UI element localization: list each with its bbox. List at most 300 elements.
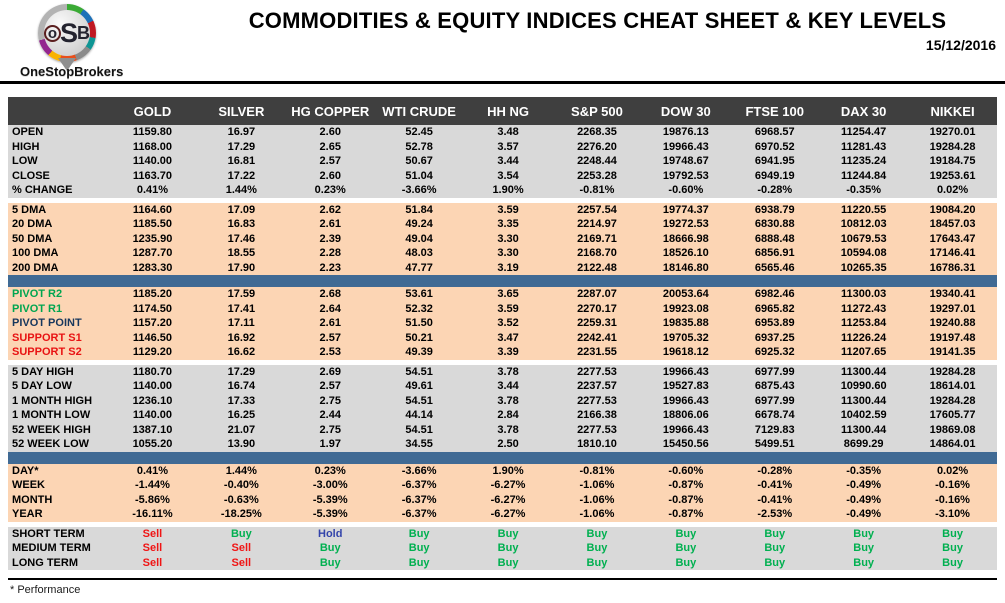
signal-cell: Buy <box>942 527 963 540</box>
value-cell: 3.57 <box>497 140 519 153</box>
value-cell: -0.87% <box>668 479 704 492</box>
value-cell: 19284.28 <box>929 365 976 378</box>
value-cell: 19748.67 <box>662 155 709 168</box>
row-label: 50 DMA <box>12 232 53 245</box>
value-cell: 17.11 <box>227 317 255 330</box>
value-cell: 2.60 <box>319 169 341 182</box>
value-cell: 17.09 <box>227 203 256 216</box>
value-cell: 1287.70 <box>132 247 173 260</box>
value-cell: 11281.43 <box>841 140 887 153</box>
value-cell: 1.90% <box>492 184 524 197</box>
value-cell: 6965.82 <box>754 302 795 315</box>
value-cell: -0.35% <box>846 464 882 477</box>
column-header-nikkei: NIKKEI <box>930 103 975 119</box>
signal-cell: Buy <box>764 527 786 540</box>
column-header-hh-ng: HH NG <box>487 103 529 119</box>
value-cell: -1.06% <box>579 479 615 492</box>
row-label: HIGH <box>12 140 40 153</box>
value-cell: 1140.00 <box>132 380 173 393</box>
value-cell: 34.55 <box>405 438 433 451</box>
value-cell: 2287.07 <box>577 288 617 301</box>
signal-cell: Buy <box>586 527 608 540</box>
value-cell: 1163.70 <box>132 169 173 182</box>
logo-ring-icon <box>38 4 96 62</box>
value-cell: 2.61 <box>319 317 341 330</box>
value-cell: 17.33 <box>227 394 256 407</box>
value-cell: 19272.53 <box>662 218 709 231</box>
value-cell: 19774.37 <box>662 203 709 216</box>
block-pivots <box>8 287 997 360</box>
value-cell: 19966.43 <box>662 140 709 153</box>
report-date: 15/12/2016 <box>925 37 996 53</box>
value-cell: 6565.46 <box>754 261 795 274</box>
value-cell: 19618.12 <box>662 346 709 359</box>
table-row <box>8 345 997 360</box>
signal-cell: Buy <box>942 542 963 555</box>
signal-cell: Buy <box>586 556 608 569</box>
row-label: 200 DMA <box>12 261 59 274</box>
value-cell: 2259.31 <box>577 317 617 330</box>
row-label: SUPPORT S2 <box>12 346 82 359</box>
value-cell: -0.35% <box>846 184 882 197</box>
value-cell: 1159.80 <box>132 126 173 139</box>
signal-cell: Buy <box>497 527 519 540</box>
value-cell: 19923.08 <box>662 302 709 315</box>
value-cell: -0.41% <box>757 479 793 492</box>
value-cell: 2.75 <box>319 394 341 407</box>
value-cell: 2277.53 <box>577 365 617 378</box>
value-cell: 10594.08 <box>840 247 887 260</box>
row-label: 5 DAY HIGH <box>12 365 74 378</box>
value-cell: 6941.95 <box>754 155 795 168</box>
table-row <box>8 203 997 218</box>
value-cell: 3.78 <box>497 394 519 407</box>
table-row <box>8 541 997 556</box>
value-cell: 3.48 <box>497 126 519 139</box>
table-body <box>8 125 997 570</box>
value-cell: 17.29 <box>227 140 256 153</box>
signal-cell: Buy <box>764 556 786 569</box>
value-cell: 1140.00 <box>132 155 173 168</box>
value-cell: 16786.31 <box>929 261 976 274</box>
value-cell: -1.06% <box>579 508 615 521</box>
value-cell: -3.66% <box>401 464 437 477</box>
value-cell: 47.77 <box>405 261 433 274</box>
value-cell: 2257.54 <box>577 203 617 216</box>
value-cell: 19197.48 <box>929 331 976 344</box>
table-row <box>8 408 997 423</box>
value-cell: -0.81% <box>579 464 615 477</box>
signal-cell: Buy <box>942 556 963 569</box>
value-cell: 19705.32 <box>662 331 709 344</box>
signal-cell: Buy <box>319 542 341 555</box>
value-cell: 1185.20 <box>132 288 173 301</box>
value-cell: 0.23% <box>314 464 346 477</box>
value-cell: 19876.13 <box>662 126 709 139</box>
row-label: 20 DMA <box>12 218 53 231</box>
value-cell: 2.84 <box>497 409 519 422</box>
value-cell: 6830.88 <box>754 218 795 231</box>
value-cell: 48.03 <box>405 247 433 260</box>
value-cell: 14864.01 <box>929 438 976 451</box>
value-cell: 54.51 <box>405 365 433 378</box>
value-cell: 19835.88 <box>662 317 709 330</box>
value-cell: 2.60 <box>319 126 341 139</box>
table-row <box>8 464 997 479</box>
value-cell: 54.51 <box>405 394 433 407</box>
value-cell: -0.16% <box>935 493 970 506</box>
logo-letter-o: o <box>44 25 61 42</box>
logo-osb-text <box>44 10 90 56</box>
brand-name: OneStopBrokers <box>20 64 124 79</box>
value-cell: 19340.41 <box>929 288 976 301</box>
signal-cell: Sell <box>142 542 163 555</box>
value-cell: 52.78 <box>405 140 433 153</box>
table-row <box>8 316 997 331</box>
signal-cell: Sell <box>231 556 252 569</box>
row-label: 52 WEEK LOW <box>12 438 90 451</box>
value-cell: 1810.10 <box>577 438 617 451</box>
table-row <box>8 217 997 232</box>
block-dma <box>8 203 997 276</box>
value-cell: 54.51 <box>405 423 433 436</box>
value-cell: 2166.38 <box>577 409 617 422</box>
column-header-dax-30: DAX 30 <box>840 103 887 119</box>
signal-cell: Buy <box>319 556 341 569</box>
column-header-s-p-500: S&P 500 <box>571 103 623 119</box>
value-cell: 2169.71 <box>577 232 617 245</box>
table-row <box>8 140 997 155</box>
row-label: CLOSE <box>12 169 50 182</box>
signal-cell: Buy <box>675 527 697 540</box>
value-cell: 3.30 <box>497 247 519 260</box>
value-cell: 19966.43 <box>662 394 709 407</box>
block-signals <box>8 527 997 571</box>
row-label: SHORT TERM <box>12 527 85 540</box>
value-cell: 11226.24 <box>841 331 887 344</box>
signal-cell: Buy <box>675 542 697 555</box>
value-cell: 49.04 <box>405 232 433 245</box>
value-cell: 17.46 <box>227 232 256 245</box>
row-label: 1 MONTH HIGH <box>12 394 93 407</box>
signal-cell: Buy <box>853 527 875 540</box>
value-cell: 6949.19 <box>754 169 795 182</box>
value-cell: -16.11% <box>132 508 173 521</box>
block-ranges <box>8 365 997 452</box>
data-table <box>8 97 997 570</box>
row-label: LONG TERM <box>12 556 78 569</box>
value-cell: -2.53% <box>757 508 793 521</box>
row-label: 1 MONTH LOW <box>12 409 91 422</box>
value-cell: 11244.84 <box>841 169 887 182</box>
value-cell: 50.67 <box>405 155 433 168</box>
table-row <box>8 169 997 184</box>
value-cell: 2122.48 <box>577 261 617 274</box>
value-cell: 11300.03 <box>841 288 887 301</box>
value-cell: 2248.44 <box>577 155 617 168</box>
value-cell: 11272.43 <box>841 302 887 315</box>
table-header-row <box>8 97 997 125</box>
value-cell: 16.83 <box>227 218 256 231</box>
page-title: COMMODITIES & EQUITY INDICES CHEAT SHEET & KEY LEVELS <box>248 8 947 33</box>
value-cell: 20053.64 <box>662 288 709 301</box>
value-cell: 6970.52 <box>754 140 795 153</box>
row-label: MONTH <box>12 493 53 506</box>
value-cell: 1387.10 <box>132 423 173 436</box>
value-cell: 2.75 <box>319 423 341 436</box>
column-header-dow-30: DOW 30 <box>660 103 711 119</box>
table-row <box>8 125 997 140</box>
value-cell: 17.90 <box>227 261 256 274</box>
signal-cell: Buy <box>853 556 875 569</box>
page-header <box>0 0 1005 81</box>
value-cell: 3.44 <box>497 380 519 393</box>
column-header-wti-crude: WTI CRUDE <box>382 103 456 119</box>
value-cell: 17146.41 <box>929 247 976 260</box>
value-cell: 19527.83 <box>662 380 709 393</box>
value-cell: 19966.43 <box>662 423 709 436</box>
value-cell: 6953.89 <box>754 317 795 330</box>
value-cell: 6938.79 <box>754 203 795 216</box>
onestopbrokers-logo <box>20 2 180 82</box>
value-cell: 3.78 <box>497 423 519 436</box>
value-cell: 17.29 <box>227 365 256 378</box>
value-cell: 0.41% <box>136 184 169 197</box>
value-cell: 6977.99 <box>754 394 795 407</box>
value-cell: 19184.75 <box>929 155 976 168</box>
value-cell: 2277.53 <box>577 423 617 436</box>
signal-cell: Buy <box>408 556 430 569</box>
block-performance <box>8 464 997 522</box>
value-cell: 49.24 <box>405 218 433 231</box>
value-cell: -6.27% <box>490 508 526 521</box>
value-cell: 19284.28 <box>929 140 976 153</box>
value-cell: -0.28% <box>757 464 793 477</box>
value-cell: 2231.55 <box>577 346 617 359</box>
value-cell: 49.39 <box>405 346 433 359</box>
value-cell: 6888.48 <box>754 232 795 245</box>
value-cell: -0.87% <box>668 508 704 521</box>
signal-cell: Buy <box>408 527 430 540</box>
blue-divider <box>8 275 997 287</box>
value-cell: 2242.41 <box>577 331 617 344</box>
logo-letter-b: B <box>77 23 91 43</box>
value-cell: -0.63% <box>223 493 259 506</box>
footnote: * Performance <box>10 584 81 596</box>
value-cell: 52.32 <box>405 302 433 315</box>
signal-cell: Buy <box>497 556 519 569</box>
signal-cell: Buy <box>586 542 608 555</box>
signal-cell: Buy <box>675 556 697 569</box>
value-cell: -1.44% <box>135 479 170 492</box>
value-cell: 1174.50 <box>132 302 173 315</box>
logo-letter-s: S <box>60 17 79 48</box>
value-cell: 2237.57 <box>577 380 617 393</box>
block-ohlc <box>8 125 997 198</box>
blue-divider <box>8 452 997 464</box>
value-cell: 19869.08 <box>929 423 976 436</box>
value-cell: 17643.47 <box>929 232 976 245</box>
value-cell: -0.87% <box>668 493 704 506</box>
value-cell: 2.62 <box>319 203 341 216</box>
value-cell: 18457.03 <box>929 218 976 231</box>
value-cell: 16.74 <box>227 380 256 393</box>
signal-cell: Sell <box>231 542 252 555</box>
title-area <box>190 8 1005 53</box>
value-cell: 3.35 <box>497 218 519 231</box>
value-cell: 2.39 <box>319 232 341 245</box>
value-cell: 2214.97 <box>577 218 617 231</box>
value-cell: 0.41% <box>136 464 169 477</box>
table-row <box>8 261 997 276</box>
value-cell: -0.60% <box>668 464 704 477</box>
row-label: PIVOT R2 <box>12 288 63 301</box>
value-cell: -3.10% <box>935 508 970 521</box>
row-label: SUPPORT S1 <box>12 331 82 344</box>
value-cell: 16.81 <box>227 155 256 168</box>
column-header-hg-copper: HG COPPER <box>291 103 370 119</box>
value-cell: 11300.44 <box>841 394 887 407</box>
table-row <box>8 437 997 452</box>
value-cell: 18146.80 <box>662 261 709 274</box>
value-cell: 2270.17 <box>577 302 617 315</box>
value-cell: 50.21 <box>405 331 433 344</box>
value-cell: 10679.53 <box>840 232 887 245</box>
column-header-ftse-100: FTSE 100 <box>745 103 804 119</box>
table-row <box>8 527 997 542</box>
table-row <box>8 365 997 380</box>
value-cell: 19297.01 <box>929 302 976 315</box>
table-row <box>8 287 997 302</box>
value-cell: 1055.20 <box>132 438 173 451</box>
value-cell: 3.59 <box>497 203 519 216</box>
value-cell: 3.54 <box>497 169 519 182</box>
value-cell: 1168.00 <box>132 140 173 153</box>
value-cell: 51.50 <box>405 317 433 330</box>
value-cell: 21.07 <box>227 423 256 436</box>
table-row <box>8 423 997 438</box>
value-cell: -5.39% <box>312 508 348 521</box>
value-cell: -0.60% <box>668 184 704 197</box>
value-cell: 1140.00 <box>132 409 173 422</box>
table-row <box>8 302 997 317</box>
row-label: MEDIUM TERM <box>12 542 91 555</box>
value-cell: 15450.56 <box>662 438 709 451</box>
value-cell: -1.06% <box>579 493 615 506</box>
value-cell: 11235.24 <box>841 155 887 168</box>
value-cell: 52.45 <box>405 126 433 139</box>
value-cell: 6982.46 <box>754 288 795 301</box>
row-label: 5 DMA <box>12 203 47 216</box>
row-label: PIVOT POINT <box>12 317 82 330</box>
value-cell: -6.37% <box>401 508 437 521</box>
value-cell: -3.66% <box>401 184 437 197</box>
value-cell: 18526.10 <box>662 247 709 260</box>
value-cell: 18666.98 <box>662 232 709 245</box>
signal-cell: Hold <box>318 527 343 540</box>
value-cell: 0.02% <box>936 184 969 197</box>
signal-cell: Buy <box>497 542 519 555</box>
value-cell: 6678.74 <box>754 409 795 422</box>
value-cell: 1180.70 <box>132 365 173 378</box>
value-cell: 2168.70 <box>577 247 617 260</box>
value-cell: -6.27% <box>490 493 526 506</box>
value-cell: 1.44% <box>225 464 257 477</box>
table-row <box>8 478 997 493</box>
value-cell: 2.57 <box>319 380 341 393</box>
table-row <box>8 394 997 409</box>
table-row <box>8 246 997 261</box>
row-label: PIVOT R1 <box>12 302 63 315</box>
value-cell: -6.37% <box>401 479 437 492</box>
value-cell: -5.86% <box>135 493 170 506</box>
signal-cell: Buy <box>230 527 252 540</box>
value-cell: 2.53 <box>319 346 341 359</box>
value-cell: 1146.50 <box>132 331 173 344</box>
value-cell: 6925.32 <box>754 346 795 359</box>
value-cell: -18.25% <box>220 508 262 521</box>
column-header-gold: GOLD <box>133 103 172 119</box>
signal-cell: Buy <box>764 542 786 555</box>
value-cell: -5.39% <box>312 493 348 506</box>
value-cell: -0.81% <box>579 184 615 197</box>
signal-cell: Buy <box>853 542 875 555</box>
row-label: 5 DAY LOW <box>12 380 72 393</box>
value-cell: 3.47 <box>497 331 519 344</box>
row-label: 52 WEEK HIGH <box>12 423 91 436</box>
value-cell: -3.00% <box>312 479 348 492</box>
table-row <box>8 154 997 169</box>
value-cell: 11207.65 <box>841 346 887 359</box>
table-row <box>8 493 997 508</box>
value-cell: 19270.01 <box>929 126 976 139</box>
value-cell: -0.41% <box>757 493 793 506</box>
value-cell: 2.64 <box>319 302 341 315</box>
value-cell: -6.27% <box>490 479 526 492</box>
value-cell: 1283.30 <box>132 261 173 274</box>
value-cell: 11253.84 <box>841 317 887 330</box>
value-cell: 17605.77 <box>929 409 976 422</box>
value-cell: 17.41 <box>227 302 256 315</box>
table-row <box>8 232 997 247</box>
value-cell: 19253.61 <box>929 169 976 182</box>
value-cell: 3.19 <box>497 261 519 274</box>
row-label: 100 DMA <box>12 247 59 260</box>
row-label: WEEK <box>12 479 45 492</box>
value-cell: 49.61 <box>405 380 433 393</box>
value-cell: 0.02% <box>936 464 969 477</box>
value-cell: 16.92 <box>227 331 256 344</box>
value-cell: 0.23% <box>314 184 346 197</box>
value-cell: 13.90 <box>227 438 256 451</box>
value-cell: -6.37% <box>401 493 437 506</box>
value-cell: 2268.35 <box>577 126 617 139</box>
value-cell: 10990.60 <box>840 380 887 393</box>
value-cell: 2.68 <box>319 288 341 301</box>
signal-cell: Buy <box>408 542 430 555</box>
table-row <box>8 331 997 346</box>
value-cell: 2.28 <box>319 247 341 260</box>
value-cell: 11300.44 <box>841 365 887 378</box>
value-cell: 51.04 <box>405 169 433 182</box>
value-cell: 2.57 <box>319 155 341 168</box>
table-row <box>8 507 997 522</box>
value-cell: 1129.20 <box>132 346 173 359</box>
row-label: YEAR <box>12 508 43 521</box>
value-cell: -0.28% <box>757 184 793 197</box>
column-header-silver: SILVER <box>218 103 265 119</box>
row-label: DAY* <box>12 464 39 477</box>
